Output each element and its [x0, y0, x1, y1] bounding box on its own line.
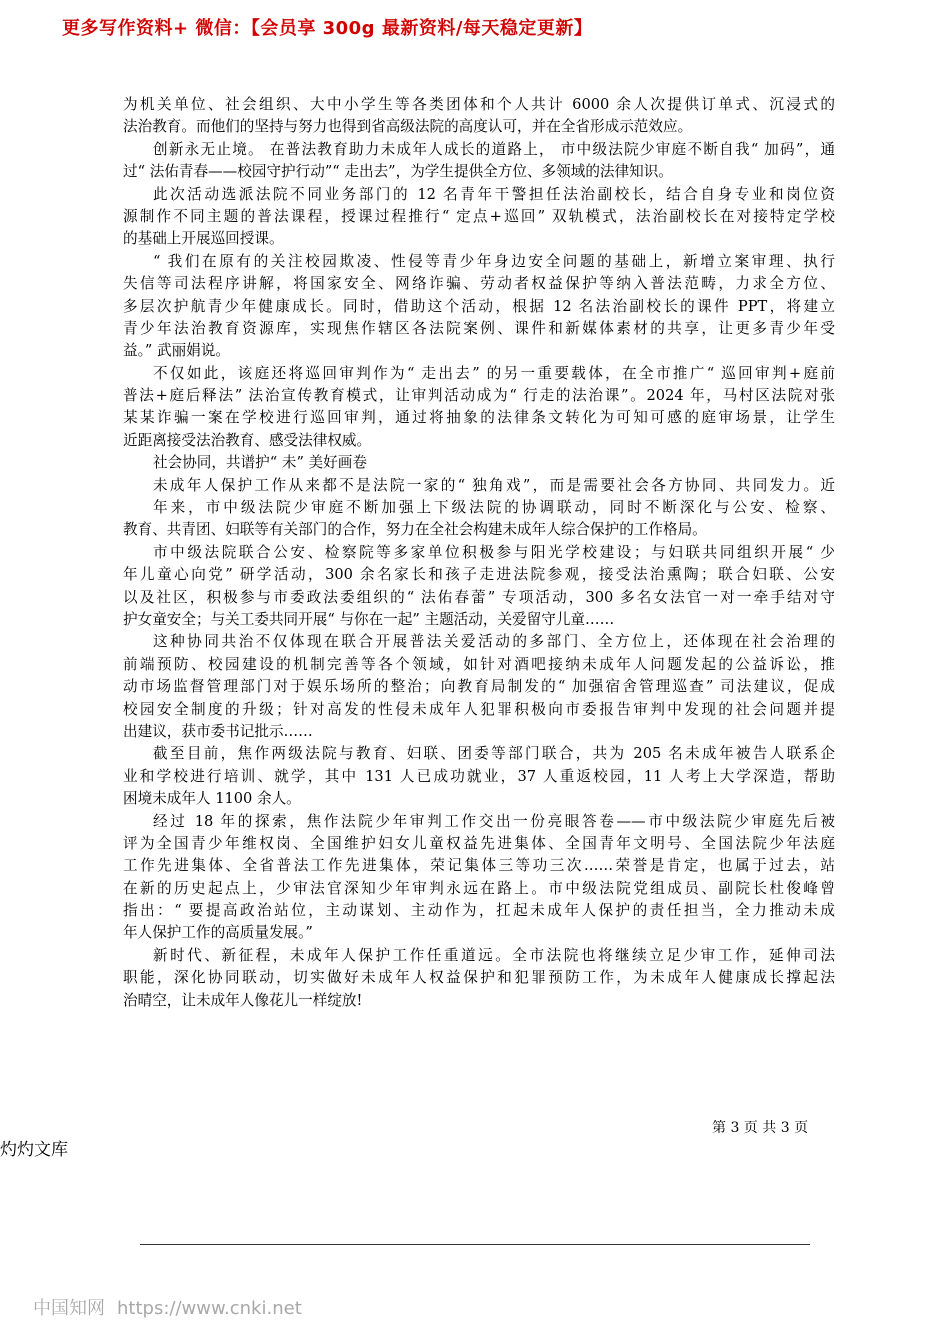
body-line: 近距离接受法治教育、感受法律权威。: [123, 431, 372, 449]
body-line: 为机关单位、社会组织、大中小学生等各类团体和个人共计 6000 余人次提供订单式、沉浸式的: [123, 96, 835, 113]
body-line: 法治教育。而他们的坚持与努力也得到省高级法院的高度认可，并在全省形成示范效应。: [123, 118, 693, 136]
body-line: 职能，深化协同联动，切实做好未成年人权益保护和犯罪预防工作，为未成年人健康成长撑起法: [123, 969, 835, 987]
body-line: 失信等司法程序讲解，将国家安全、网络诈骗、劳动者权益保护等纳入普法范畴，力求全方位、: [123, 275, 835, 293]
body-line: 出建议，获市委书记批示……: [123, 722, 313, 740]
body-line: 源制作不同主题的普法课程，授课过程推行“ 定点+巡回” 双轨模式，法治副校长在对接特定学校: [123, 207, 835, 225]
body-line: 年儿童心向党” 研学活动，300 余名家长和孩子走进法院参观，接受法治熏陶；联合妇联、公安: [123, 566, 835, 584]
body-line: 不仅如此，该庭还将巡回审判作为“ 走出去” 的另一重要载体，在全市推广“ 巡回审判+庭前: [153, 364, 835, 382]
body-line: 普法+庭后释法” 法治宣传教育模式，让审判活动成为“ 行走的法治课”。2024 年，马村区法院对张: [123, 387, 835, 405]
body-line: 年人保护工作的高质量发展。”: [123, 924, 313, 942]
section-heading: 社会协同，共谱护“ 未” 美好画卷: [153, 454, 367, 472]
footer-divider: [140, 1244, 810, 1245]
body-line: 某某诈骗一案在学校进行巡回审判，通过将抽象的法律条文转化为可知可感的庭审场景，让学生: [123, 409, 835, 427]
body-line: 评为全国青少年维权岗、全国维护妇女儿童权益先进集体、全国青年文明号、全国法院少年法庭: [123, 834, 835, 852]
body-line: “ 我们在原有的关注校园欺凌、性侵等青少年身边安全问题的基础上，新增立案审理、执行: [153, 252, 835, 270]
body-line: 过“ 法佑青春——校园守护行动”“ 走出去”，为学生提供全方位、多领域的法律知识。: [123, 163, 673, 181]
body-line: 这种协同共治不仅体现在联合开展普法关爱活动的多部门、全方位上，还体现在社会治理的: [153, 633, 835, 651]
cnki-watermark: [33, 1294, 302, 1320]
body-line: 未成年人保护工作从来都不是法院一家的“ 独角戏”，而是需要社会各方协同、共同发力。近: [153, 476, 835, 494]
body-line: 青少年法治教育资源库，实现焦作辖区各法院案例、课件和新媒体素材的共享，让更多青少年受: [123, 319, 835, 337]
body-line: 工作先进集体、全省普法工作先进集体，荣记集体三等功三次……荣誉是肯定，也属于过去，站: [123, 857, 835, 875]
watermark-url[interactable]: https://www.cnki.net: [117, 1298, 302, 1319]
body-line: 指出：“ 要提高政治站位，主动谋划、主动作为，扛起未成年人保护的责任担当，全力推动未成: [123, 902, 835, 920]
page-number: 第 3 页 共 3 页: [712, 1120, 809, 1136]
body-line: 多层次护航青少年健康成长。同时，借助这个活动，根据 12 名法治副校长的课件 PPT，将建立: [123, 297, 835, 315]
body-line: 创新永无止境。 在普法教育助力未成年人成长的道路上， 市中级法院少审庭不断自我“ 加码”，通: [153, 140, 835, 158]
body-line: 业和学校进行培训、就学，其中 131 人已成功就业，37 人重返校园，11 人考上大学深造，帮助: [123, 767, 835, 785]
promo-banner[interactable]: 更多写作资料+ 微信：【会员享 300g 最新资料/每天稳定更新】: [62, 18, 593, 39]
body-line: 年来，市中级法院少审庭不断加强上下级法院的协调联动，同时不断深化与公安、检察、: [153, 499, 835, 517]
body-line: 此次活动选派法院不同业务部门的 12 名青年干警担任法治副校长，结合自身专业和岗位资: [153, 185, 835, 203]
body-line: 教育、共青团、妇联等有关部门的合作，努力在全社会构建未成年人综合保护的工作格局。: [123, 521, 707, 539]
body-line: 校园安全制度的升级；针对高发的性侵未成年人犯罪积极向市委报告审判中发现的社会问题并提: [123, 700, 835, 718]
body-line: 治晴空，让未成年人像花儿一样绽放!: [123, 991, 363, 1009]
body-line: 在新的历史起点上，少审法官深知少年审判永远在路上。市中级法院党组成员、副院长杜俊峰曾: [123, 879, 835, 897]
body-line: 新时代、新征程，未成年人保护工作任重道远。全市法院也将继续立足少审工作，延伸司法: [153, 946, 835, 964]
document-body: [123, 94, 835, 1012]
body-line: 前端预防、校园建设的机制完善等各个领域，如针对酒吧接纳未成年人问题发起的公益诉讼，推: [123, 655, 835, 673]
body-line: 益。” 武丽娟说。: [123, 342, 230, 360]
body-line: 经过 18 年的探索，焦作法院少年审判工作交出一份亮眼答卷——市中级法院少审庭先后被: [153, 812, 835, 830]
body-line: 的基础上开展巡回授课。: [123, 230, 284, 248]
body-line: 困境未成年人 1100 余人。: [123, 790, 301, 808]
body-line: 护女童安全；与关工委共同开展“ 与你在一起” 主题活动，关爱留守儿童……: [123, 610, 615, 628]
body-line: 截至目前，焦作两级法院与教育、妇联、团委等部门联合，共为 205 名未成年被告人联系企: [153, 745, 835, 763]
body-line: 动市场监督管理部门对于娱乐场所的整治；向教育局制发的“ 加强宿舍管理巡查” 司法建议，促成: [123, 678, 835, 696]
body-line: 市中级法院联合公安、检察院等多家单位积极参与阳光学校建设；与妇联共同组织开展“ 少: [153, 543, 835, 561]
watermark-brand: 中国知网: [33, 1298, 105, 1319]
site-name: 灼灼文库: [0, 1140, 68, 1160]
body-line: 以及社区，积极参与市委政法委组织的“ 法佑春蕾” 专项活动，300 多名女法官一对一牵手结对守: [123, 588, 835, 606]
